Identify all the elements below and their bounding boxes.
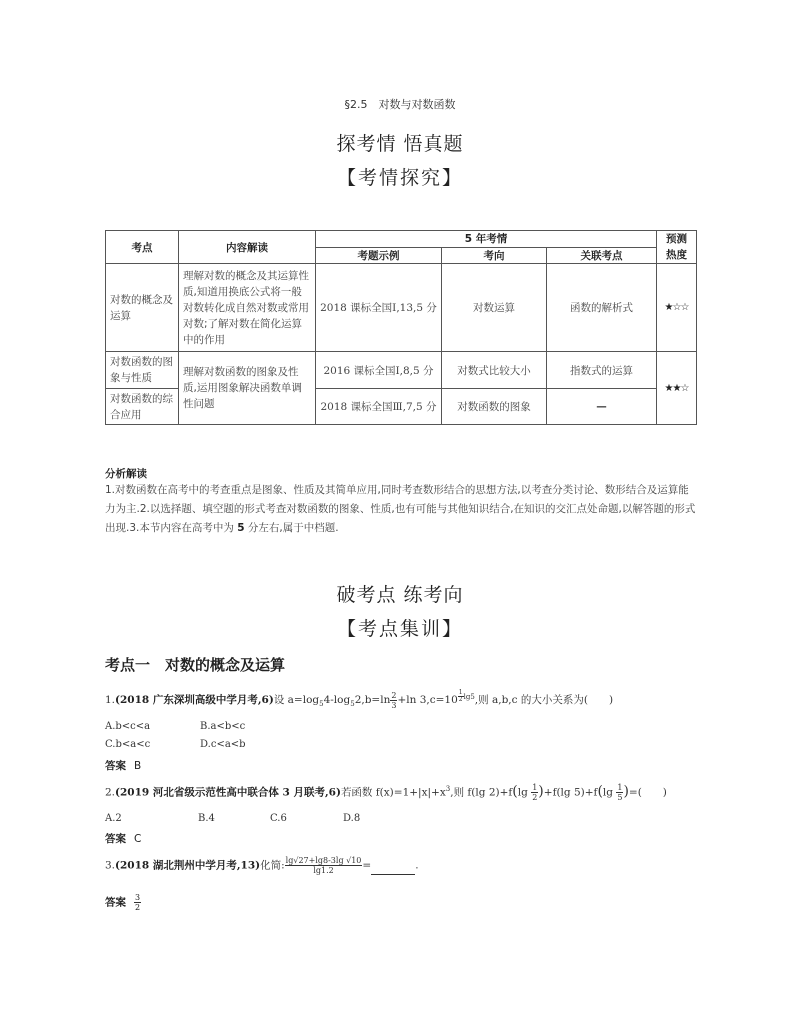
page-subheading-2: 【考点集训】: [336, 618, 463, 640]
cell-kaoxiang: 对数函数的图象: [442, 389, 547, 425]
cell-neirong: 理解对数函数的图象及性质,运用图象解决函数单调性问题: [179, 352, 316, 425]
q1-answer: 答案 B: [105, 760, 142, 772]
cell-guanlian: —: [547, 389, 657, 425]
analysis-text: 1.对数函数在高考中的考查重点是图象、性质及其简单应用,同时考查数形结合的思想方法,以考查分类讨论、数形结合及运算能力为主.2.以选择题、填空题的形式考查对数函数的图象、性质,也有可能与其他知识结合,在知识的交汇点处命题,以解答题的形式出现.3.本节内容在高考中为 5 分左右,属于中档题.: [105, 484, 696, 534]
header-shili: 考题示例: [316, 247, 442, 264]
question-3: 3.(2018 湖北荆州中学月考,13)化简: $\frac{\lg√27+\lg 8-3\lg √10}{\lg 1.2}$ = .: [105, 856, 419, 875]
q2-option-c: C.6: [270, 813, 287, 824]
header-kaodian: 考点: [106, 231, 179, 264]
cell-guanlian: 函数的解析式: [547, 264, 657, 352]
q1-option-a: A.b<c<a: [105, 721, 151, 732]
cell-kaoxiang: 对数运算: [442, 264, 547, 352]
header-guanlian: 关联考点: [547, 247, 657, 264]
table-row: [106, 264, 697, 352]
cell-shili: 2016 课标全国Ⅰ,8,5 分: [316, 352, 442, 389]
cell-stars: ★★☆: [657, 352, 697, 425]
table-row: [106, 352, 697, 389]
cell-shili: 2018 课标全国Ⅲ,7,5 分: [316, 389, 442, 425]
cell-stars: ★☆☆: [657, 264, 697, 352]
cell-guanlian: 指数式的运算: [547, 352, 657, 389]
answer-blank: [371, 864, 415, 875]
cell-kaodian: 对数函数的综合应用: [106, 389, 179, 425]
q3-answer: 答案 $\frac{3}{2}$: [105, 893, 141, 912]
analysis-title: 分析解读: [105, 468, 147, 480]
cell-neirong: 理解对数的概念及其运算性质,知道用换底公式将一般对数转化成自然对数或常用对数;了解对数在简化运算中的作用: [179, 264, 316, 352]
q2-option-b: B.4: [198, 813, 215, 824]
q2-option-a: A.2: [105, 813, 122, 824]
section-label: §2.5 对数与对数函数: [344, 98, 456, 111]
kaodian-heading: 考点一 对数的概念及运算: [105, 656, 286, 674]
cell-kaoxiang: 对数式比较大小: [442, 352, 547, 389]
header-neirong: 内容解读: [179, 231, 316, 264]
header-5nian: 5 年考情: [316, 231, 657, 248]
header-yuce: 预测热度: [657, 231, 697, 264]
cell-shili: 2018 课标全国Ⅰ,13,5 分: [316, 264, 442, 352]
exam-situation-table: [105, 230, 697, 425]
q1-option-c: C.b<a<c: [105, 739, 151, 750]
q1-option-b: B.a<b<c: [200, 721, 246, 732]
q2-answer: 答案 C: [105, 833, 142, 845]
question-1: 1.(2018 广东深圳高级中学月考,6)设 $a=\log_54-\log_52,b=\ln$ $\frac{2}{3}$ +ln 3,c=10 $^{\frac{1}{2} lg5}$,则 a,b,c 的大小关系为( ): [105, 689, 614, 710]
q1-option-d: D.c<a<b: [200, 739, 246, 750]
q2-option-d: D.8: [343, 813, 361, 824]
page-subheading-1: 【考情探究】: [336, 167, 463, 189]
cell-kaodian: 对数的概念及运算: [106, 264, 179, 352]
question-2: 2.(2019 河北省级示范性高中联合体 3 月联考,6)若函数 $f(x)=1+|x|+x^3$,则 f(lg 2)+f(lg $\frac{1}{2}$ )+f(lg 5)+f(lg $\frac{1}{5}$ )=( ): [105, 783, 667, 802]
page-heading-1: 探考情 悟真题: [336, 133, 464, 155]
header-kaoxiang: 考向: [442, 247, 547, 264]
page-heading-2: 破考点 练考向: [336, 584, 464, 606]
cell-kaodian: 对数函数的图象与性质: [106, 352, 179, 389]
